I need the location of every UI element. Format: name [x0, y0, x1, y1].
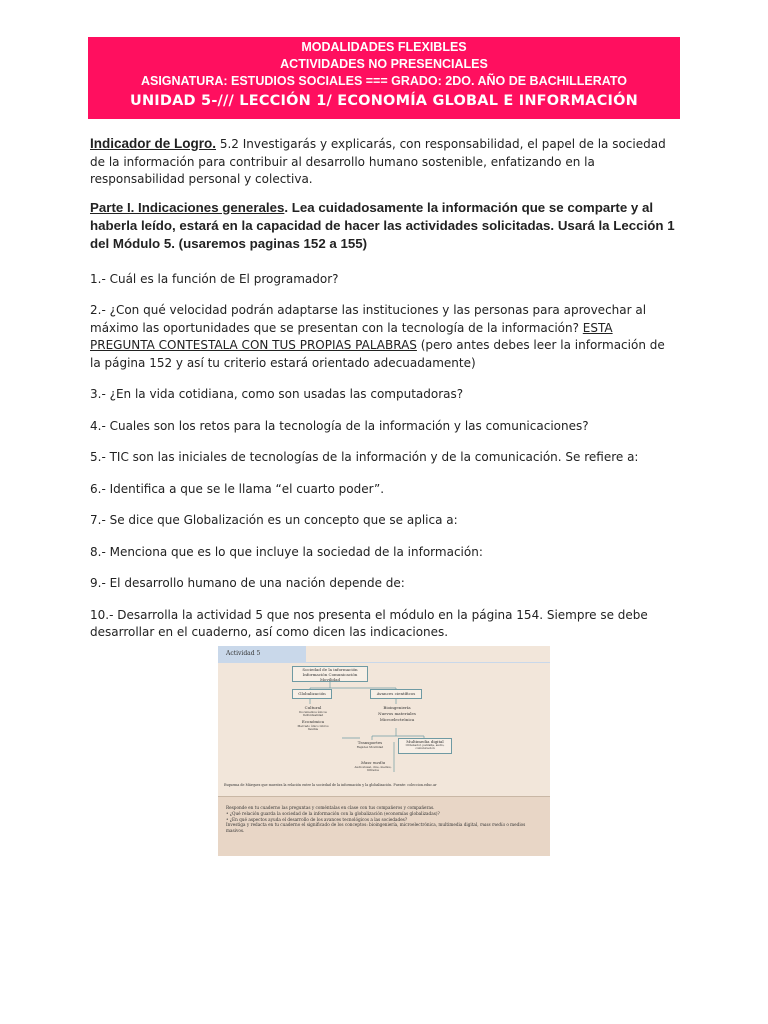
indicator-paragraph: [90, 135, 675, 189]
question-3: 3.- ¿En la vida cotidiana, como son usadas las computadoras?: [90, 387, 464, 401]
question-7: 7.- Se dice que Globalización es un concepto que se aplica a:: [90, 513, 458, 527]
cultural-node: Cultural: [304, 705, 322, 710]
header-line-1: MODALIDADES FLEXIBLES: [301, 40, 467, 54]
root-node: [292, 666, 368, 682]
respond-line-4c: o medios masivos.: [226, 822, 526, 834]
question-4: 4.- Cuales son los retos para la tecnología de la información y las comunicaciones?: [90, 418, 589, 433]
cultural-sub: Documentos únicos Individualidad: [299, 710, 327, 718]
respond-line-4a: Investiga y redacta en tu cuaderno el significado de los conceptos: bioingeniería, microelectrónica, multimedia digital,: [226, 822, 480, 828]
question-6: 6.- Identifica a que se le llama “el cuarto poder”.: [90, 481, 385, 496]
transportes-sub: Rapidez Movilidad: [356, 745, 384, 749]
respond-text: [226, 805, 544, 834]
activity-5-figure: [218, 646, 550, 856]
question-8: 8.- Menciona que es lo que incluye la sociedad de la información:: [90, 544, 483, 559]
parte-paragraph: [90, 199, 675, 253]
respond-line-3: • ¿En qué aspectos ayuda el desarrollo de los avances tecnológicos a las sociedades?: [226, 816, 408, 822]
parte-dot: .: [284, 199, 292, 215]
parte-text: Lea cuidadosamente la información que se comparte y al haberla leído, estará en la capacidad de hacer las actividades solicitadas. Usará la Lección 1 del Módulo 5. (usaremos paginas 152 a 155): [90, 199, 675, 251]
mass-media-node: Mass media: [360, 760, 386, 765]
respond-line-2: • ¿Qué relación guarda la sociedad de la información con la globalización (economías globalizadas)?: [226, 810, 440, 816]
microelectronica-node: Microelectrónica: [379, 717, 415, 722]
question-5: 5.- TIC son las iniciales de tecnologías de la información y de la comunicación. Se refiere a:: [90, 450, 639, 464]
question-2-underlined: ESTA PREGUNTA CONTESTALA CON TUS PROPIAS PALABRAS: [90, 320, 613, 352]
question-2-text-b: (pero antes debes leer la información de la página 152 y así tu criterio estará orientado adecuadamente): [90, 338, 665, 370]
header-line-3: ASIGNATURA: ESTUDIOS SOCIALES === GRADO: 2DO. AÑO DE BACHILLERATO: [140, 74, 628, 88]
multimedia-title: Multimedia digital: [406, 739, 444, 744]
multimedia-node: [398, 738, 452, 754]
multimedia-sub: Ordenador, pantalla, audio, comunicación: [405, 743, 445, 751]
root-node-title: Sociedad de la información: [302, 667, 358, 672]
question-1: 1.- Cuál es la función de El programador?: [90, 271, 339, 286]
parte-title: Parte I. Indicaciones generales: [90, 199, 285, 215]
root-node-subtitle: Información Comunicación Movilidad: [302, 672, 358, 682]
economica-sub: Mercado único Libros flexible: [297, 724, 329, 732]
question-2: [90, 302, 675, 372]
bioingenieria-node: Bioingeniería: [383, 705, 411, 710]
respond-line-1: Responde en tu cuaderno las preguntas y coméntalas en clase con tus compañeros y compañeras.: [226, 805, 435, 810]
activity-heading: Actividad 5: [218, 646, 306, 662]
header-banner: [88, 37, 680, 119]
respond-line-4: [226, 822, 544, 834]
nuevos-materiales-node: Nuevos materiales: [378, 711, 416, 716]
avances-node: Avances científicos: [370, 689, 422, 699]
question-9: 9.- El desarrollo humano de una nación depende de:: [90, 576, 405, 590]
indicator-title: Indicador de Logro.: [90, 136, 217, 151]
respond-box: [218, 797, 550, 856]
indicator-text: 5.2 Investigarás y explicarás, con responsabilidad, el papel de la sociedad de la información para contribuir al desarrollo humano sostenible, enfatizando en la responsabilidad personal y colectiva.: [90, 137, 666, 186]
question-10: 10.- Desarrolla la actividad 5 que nos presenta el módulo en la página 154. Siempre se debe desarrollar en el cuaderno, así como dicen las indicaciones.: [90, 607, 648, 639]
figure-caption: Esquema de Márquez que muestra la relación entre la sociedad de la información y la globalización. Fuente: coleccion.educ.ar: [224, 783, 437, 787]
header-unit-title: UNIDAD 5-/// LECCIÓN 1/ ECONOMÍA GLOBAL E INFORMACIÓN: [129, 93, 639, 109]
document-body: [90, 135, 675, 642]
question-2-text-a: 2.- ¿Con qué velocidad podrán adaptarse las instituciones y las personas para aprovechar al máximo las oportunidades que se presentan con la tecnología de la información?: [90, 303, 647, 335]
header-line-2: ACTIVIDADES NO PRESENCIALES: [280, 57, 488, 71]
globalizacion-node: Globalización: [292, 689, 332, 699]
mass-media-sub: Audiovisual, cine, medios, filtrados: [354, 765, 392, 773]
transportes-node: Transportes: [357, 740, 383, 745]
respond-line-4b: mass media: [479, 822, 505, 828]
economica-node: Económica: [301, 719, 325, 724]
